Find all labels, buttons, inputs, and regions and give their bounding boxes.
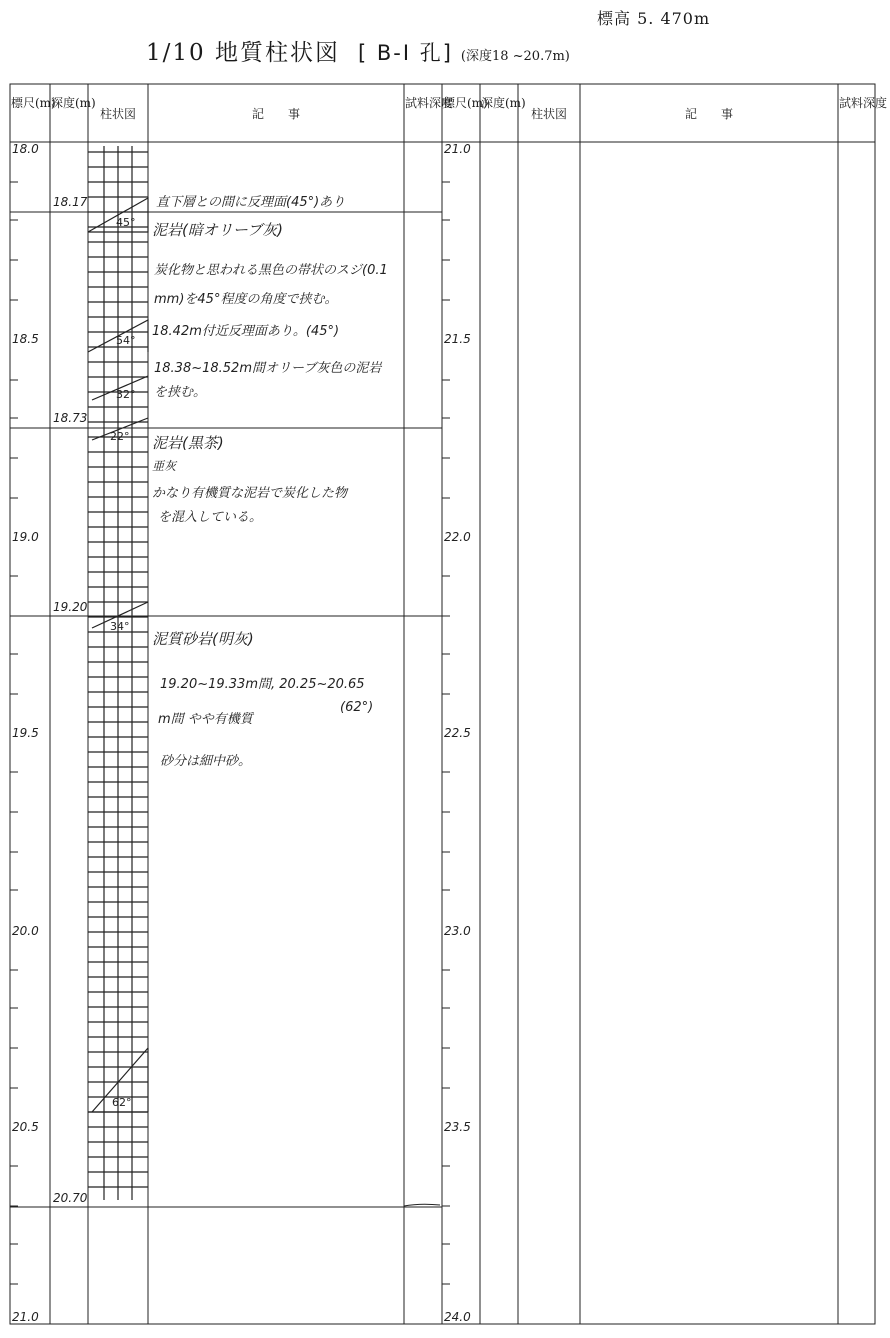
depth-mark: 20.70 xyxy=(53,1191,88,1205)
header-depth-2: 深度(m) xyxy=(481,96,526,110)
title-text: 1/10 地質柱状図 xyxy=(146,40,340,66)
angle-label: 62° xyxy=(112,1096,132,1109)
scale-label-right: 22.0 xyxy=(444,530,471,544)
note-line: 炭化物と思われる黒色の帯状のスジ(0.1 xyxy=(154,263,388,278)
scale-label-right: 24.0 xyxy=(444,1310,471,1324)
note-line: (62°) xyxy=(340,700,374,715)
note-line: 18.38~18.52m間オリーブ灰色の泥岩 xyxy=(154,361,382,376)
scale-label: 20.0 xyxy=(12,924,39,938)
angle-label: 22° xyxy=(110,430,130,443)
note-line: かなり有機質な泥岩で炭化した物 xyxy=(152,486,348,501)
header-column-2: 柱状図 xyxy=(530,107,567,121)
header-scale: 標尺(m) xyxy=(11,96,56,110)
note-line: mm)を45°程度の角度で挟む。 xyxy=(154,292,338,307)
elevation-label: 標高 5. 470m xyxy=(597,9,711,28)
scale-label: 20.5 xyxy=(12,1120,39,1134)
header-notes-2: 記 事 xyxy=(684,107,733,121)
header-column: 柱状図 xyxy=(99,107,136,121)
note-line: m間 やや有機質 xyxy=(158,712,253,727)
note-line: 直下層との間に反理面(45°)あり xyxy=(156,195,346,210)
scale-label-right: 21.0 xyxy=(444,142,471,156)
header-scale-2: 標尺(m) xyxy=(443,96,488,110)
scale-label-right: 21.5 xyxy=(444,332,471,346)
header-sample: 試料深度 xyxy=(405,96,454,110)
scale-label: 21.0 xyxy=(12,1310,39,1324)
scale-label: 19.0 xyxy=(12,530,39,544)
depth-range: (深度18 ~20.7m) xyxy=(460,49,570,64)
page-title xyxy=(146,34,570,67)
note-line: を挟む。 xyxy=(154,385,207,400)
scale-label-right: 23.0 xyxy=(444,924,471,938)
scale-label: 18.5 xyxy=(12,332,39,346)
scale-label: 19.5 xyxy=(12,726,39,740)
note-line: 亜灰 xyxy=(152,459,177,473)
scale-label: 18.0 xyxy=(12,142,39,156)
note-line: 18.42m付近反理面あり。(45°) xyxy=(152,324,340,339)
note-line: 19.20~19.33m間, 20.25~20.65 xyxy=(160,677,365,692)
header-sample-2: 試料深度 xyxy=(839,96,888,110)
angle-label: 32° xyxy=(116,388,136,401)
note-line: 泥岩(黒茶) xyxy=(152,434,224,452)
note-line: 泥質砂岩(明灰) xyxy=(152,630,254,648)
note-line: 泥岩(暗オリーブ灰) xyxy=(152,221,283,239)
hole-id: [ B-I 孔] xyxy=(357,41,453,65)
header-notes: 記 事 xyxy=(251,107,300,121)
header-depth: 深度(m) xyxy=(51,96,96,110)
depth-mark: 18.73 xyxy=(53,411,88,425)
depth-mark: 19.20 xyxy=(53,600,88,614)
angle-label: 54° xyxy=(116,334,136,347)
depth-mark: 18.17 xyxy=(53,195,88,209)
angle-label: 45° xyxy=(116,216,136,229)
angle-label: 34° xyxy=(110,620,130,633)
scale-label-right: 23.5 xyxy=(444,1120,471,1134)
note-line: 砂分は細中砂。 xyxy=(160,754,252,769)
scale-label-right: 22.5 xyxy=(444,726,471,740)
note-line: を混入している。 xyxy=(158,510,263,525)
